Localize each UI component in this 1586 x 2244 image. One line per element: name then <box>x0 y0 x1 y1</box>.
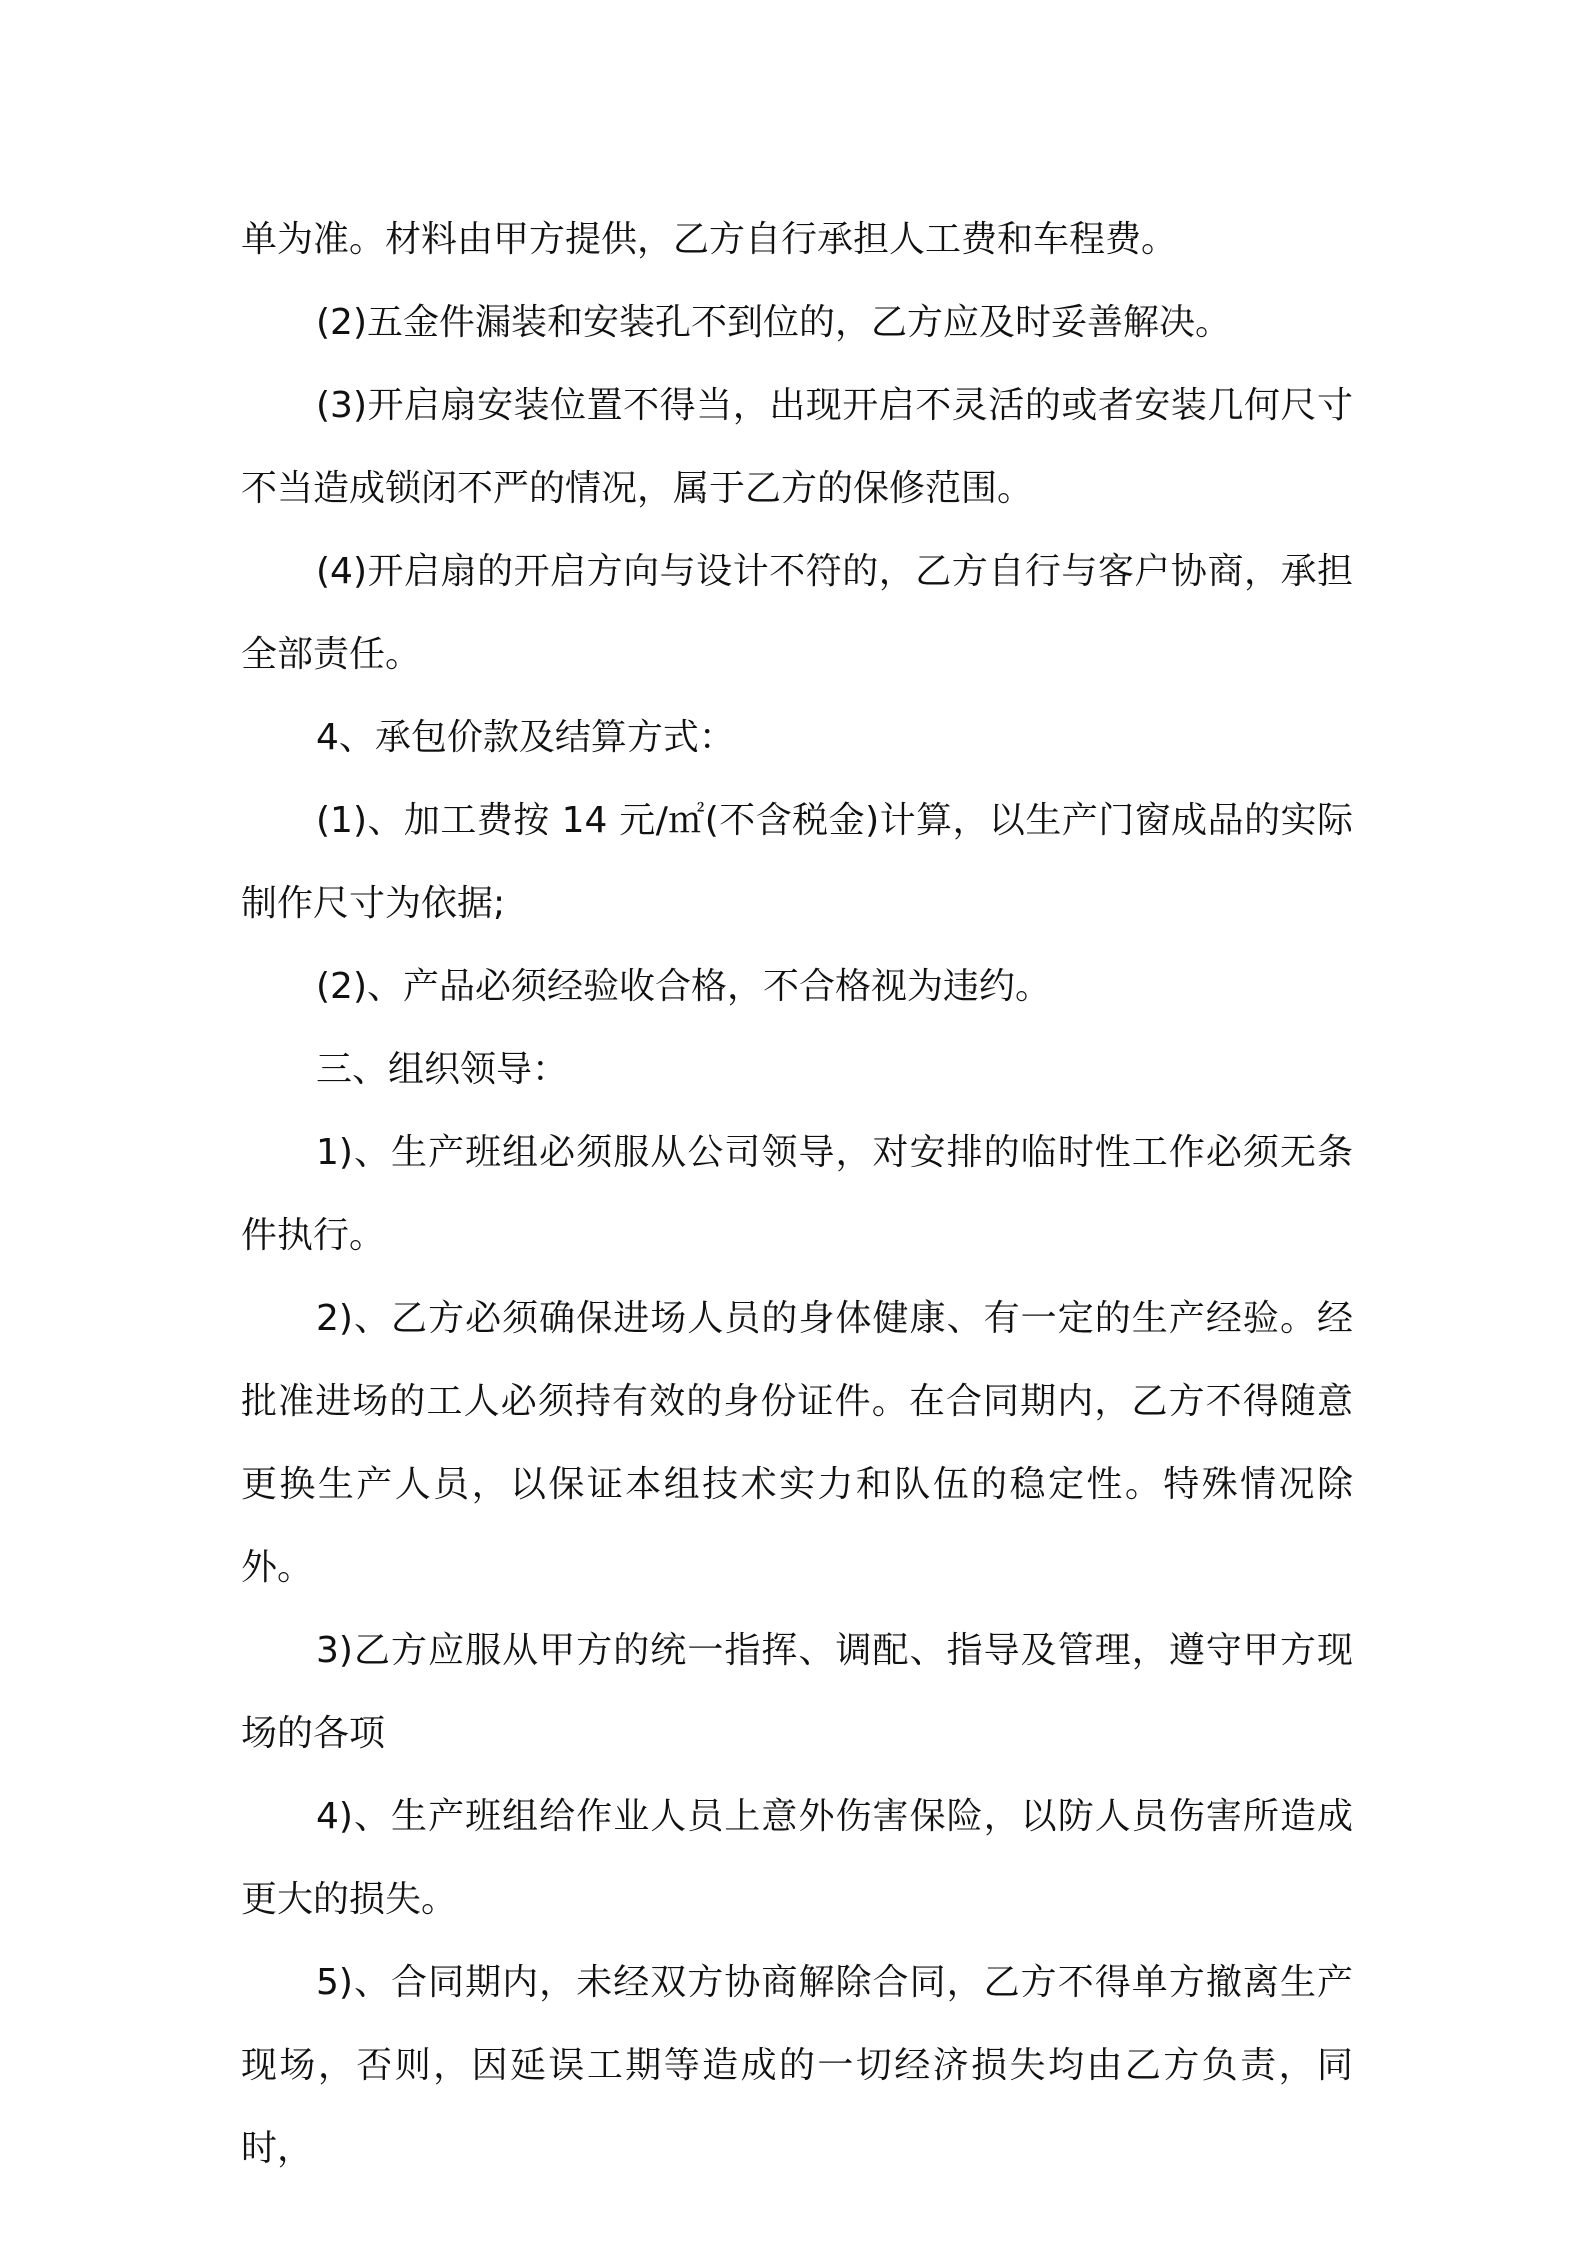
paragraph-personnel: 2)、乙方必须确保进场人员的身体健康、有一定的生产经验。经批准进场的工人必须持有效的身份证件。在合同期内，乙方不得随意更换生产人员，以保证本组技术实力和队伍的稳定性。特殊情况除外。 <box>241 1298 1353 1588</box>
paragraph-obey-leadership: 1)、生产班组必须服从公司领导，对安排的临时性工作必须无条件执行。 <box>241 1132 1353 1256</box>
paragraph-sash-direction-clause: (4)开启扇的开启方向与设计不符的，乙方自行与客户协商，承担全部责任。 <box>241 551 1353 675</box>
section-heading-payment: 4、承包价款及结算方式： <box>316 717 735 758</box>
paragraph-insurance: 4)、生产班组给作业人员上意外伤害保险，以防人员伤害所造成更大的损失。 <box>241 1796 1353 1920</box>
paragraph-processing-fee: (1)、加工费按 14 元/㎡(不含税金)计算，以生产门窗成品的实际制作尺寸为依据; <box>241 800 1353 924</box>
paragraph-hardware-clause: (2)五金件漏装和安装孔不到位的，乙方应及时妥善解决。 <box>316 302 1231 343</box>
paragraph-contract-period: 5)、合同期内，未经双方协商解除合同，乙方不得单方撤离生产现场，否则，因延误工期等造成的一切经济损失均由乙方负责，同时， <box>241 1962 1353 2169</box>
paragraph-continuation: 单为准。材料由甲方提供，乙方自行承担人工费和车程费。 <box>241 219 1178 260</box>
section-heading-organization: 三、组织领导： <box>316 1049 569 1090</box>
document-body <box>241 198 1353 2190</box>
paragraph-sash-position-clause: (3)开启扇安装位置不得当，出现开启不灵活的或者安装几何尺寸不当造成锁闭不严的情况，属于乙方的保修范围。 <box>241 385 1353 509</box>
paragraph-command: 3)乙方应服从甲方的统一指挥、调配、指导及管理，遵守甲方现场的各项 <box>241 1630 1353 1754</box>
paragraph-acceptance: (2)、产品必须经验收合格，不合格视为违约。 <box>316 966 1051 1007</box>
